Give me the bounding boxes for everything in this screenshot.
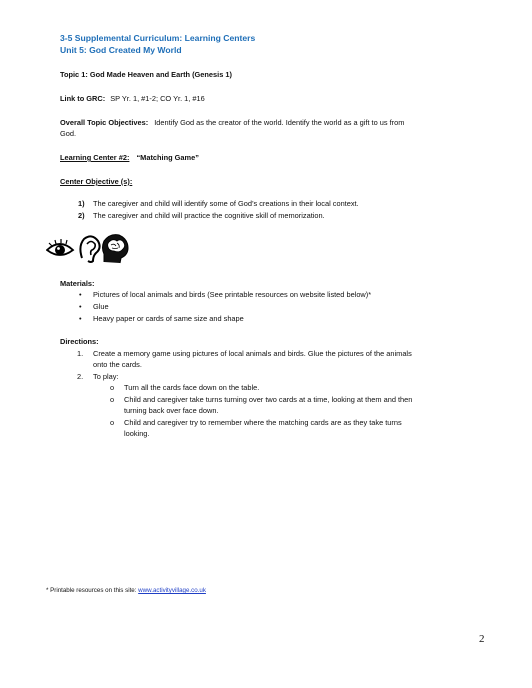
sub-step-2-line-1: Child and caregiver take turns turning over two cards at a time, looking at them and then <box>124 395 413 404</box>
page-number: 2 <box>479 633 485 645</box>
footnote-text: * Printable resources on this site: <box>46 587 139 594</box>
sub-bullet-3: o <box>110 418 115 427</box>
step-1-text-1: Create a memory game using pictures of local animals and birds. Glue the pictures of the animals <box>93 349 412 358</box>
sub-step-2-line-2: turning back over face down. <box>124 406 219 415</box>
sub-bullet-1: o <box>110 383 115 392</box>
sub-step-3-line-1: Child and caregiver try to remember where the matching cards are as they take turns <box>124 418 402 427</box>
objectives-label: Overall Topic Objectives: <box>60 118 149 127</box>
materials-label: Materials: <box>60 279 95 288</box>
objective-2-text: The caregiver and child will practice the cognitive skill of memorization. <box>93 211 325 220</box>
materials-bullet-2: • <box>79 302 82 311</box>
grc-label: Link to GRC: <box>60 94 106 103</box>
step-1-number: 1. <box>77 349 84 358</box>
curriculum-title: 3-5 Supplemental Curriculum: Learning Centers <box>60 33 256 43</box>
material-item-3: Heavy paper or cards of same size and shape <box>93 314 244 323</box>
objective-2-number: 2) <box>78 211 85 220</box>
objectives-text-1: Identify God as the creator of the world. Identify the world as a gift to us from <box>154 118 405 127</box>
unit-title: Unit 5: God Created My World <box>60 45 182 55</box>
step-2-number: 2. <box>77 372 84 381</box>
sub-step-3-line-2: looking. <box>124 429 150 438</box>
learning-center-heading <box>60 153 199 163</box>
step-1-text-2: onto the cards. <box>93 360 142 369</box>
directions-label: Directions: <box>60 337 99 346</box>
objective-1-number: 1) <box>78 199 85 208</box>
center-objective-label: Center Objective (s): <box>60 177 133 186</box>
learning-center-title: “Matching Game” <box>136 153 199 162</box>
grc-link <box>60 94 205 104</box>
materials-bullet-1: • <box>79 290 82 299</box>
grc-value: SP Yr. 1, #1-2; CO Yr. 1, #16 <box>110 94 205 103</box>
step-2-text: To play: <box>93 372 119 381</box>
materials-bullet-3: • <box>79 314 82 323</box>
learning-center-label: Learning Center #2: <box>60 153 130 162</box>
ear-icon <box>80 236 99 262</box>
eye-icon <box>47 239 73 255</box>
footnote-link[interactable]: www.activityvillage.co.uk <box>138 587 206 594</box>
senses-icons <box>46 232 130 264</box>
sub-bullet-2: o <box>110 395 115 404</box>
footnote <box>46 587 206 594</box>
overall-objectives <box>60 118 404 128</box>
topic-heading: Topic 1: God Made Heaven and Earth (Genesis 1) <box>60 70 232 79</box>
objectives-text-2: God. <box>60 129 77 138</box>
sub-step-1: Turn all the cards face down on the table. <box>124 383 260 392</box>
brain-head-icon <box>103 235 129 263</box>
material-item-2: Glue <box>93 302 109 311</box>
objective-1-text: The caregiver and child will identify some of God’s creations in their local context. <box>93 199 359 208</box>
material-item-1: Pictures of local animals and birds (See printable resources on website listed below)* <box>93 290 372 299</box>
